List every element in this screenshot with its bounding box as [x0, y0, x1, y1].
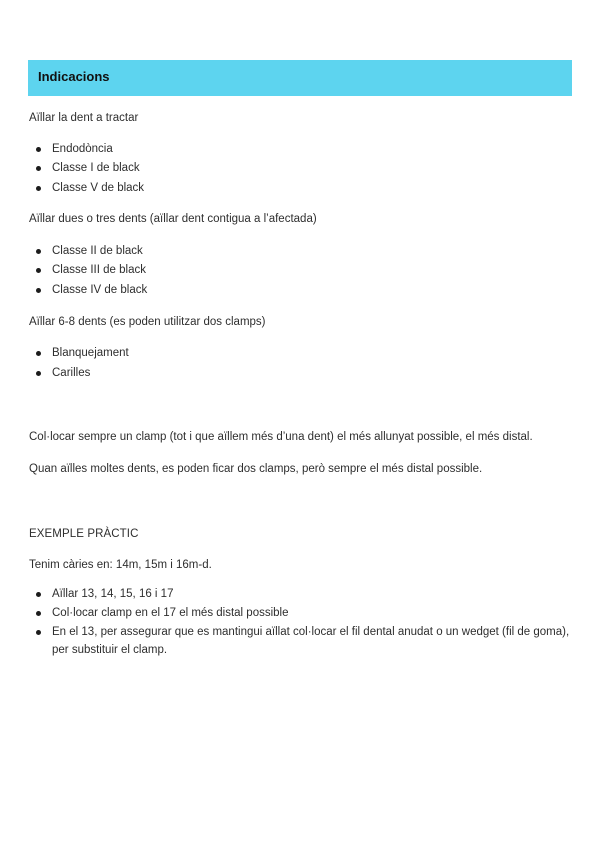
list-item: Carilles — [52, 364, 90, 382]
example-intro: Tenim càries en: 14m, 15m i 16m-d. — [29, 559, 212, 571]
list-item: En el 13, per assegurar que es mantingui aïllat col·locar el fil dental anudat o un wedget (fil de goma), per substituir el clamp. — [52, 623, 572, 659]
list-item: Blanquejament — [52, 344, 129, 362]
section-title: Aïllar 6-8 dents (es poden utilitzar dos clamps) — [29, 316, 266, 328]
example-heading: EXEMPLE PRÀCTIC — [29, 528, 139, 540]
list-item: Endodòncia — [52, 140, 113, 158]
section-title: Aïllar dues o tres dents (aïllar dent contigua a l’afectada) — [29, 213, 317, 225]
note-paragraph: Quan aïlles moltes dents, es poden ficar dos clamps, però sempre el més distal possible. — [29, 463, 483, 475]
list-item: Classe III de black — [52, 261, 146, 279]
list-item: Classe II de black — [52, 242, 143, 260]
banner-title: Indicacions — [38, 69, 110, 84]
list-item: Classe IV de black — [52, 281, 147, 299]
note-paragraph: Col·locar sempre un clamp (tot i que aïllem més d’una dent) el més allunyat possible, el més distal. — [29, 431, 533, 443]
list-item: Aïllar 13, 14, 15, 16 i 17 — [52, 585, 173, 603]
section-title: Aïllar la dent a tractar — [29, 112, 139, 124]
list-item: Col·locar clamp en el 17 el més distal possible — [52, 604, 289, 622]
section-banner — [28, 60, 572, 96]
list-item: Classe I de black — [52, 159, 140, 177]
list-item: Classe V de black — [52, 179, 144, 197]
